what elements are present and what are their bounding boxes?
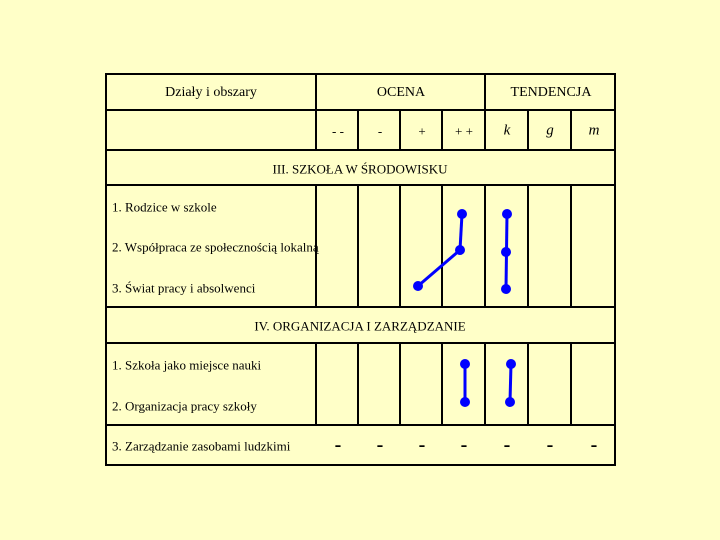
level-label-high: + <box>418 123 426 139</box>
grid-cell <box>443 186 486 308</box>
grid-cell <box>401 344 443 426</box>
header-ocena: OCENA <box>376 85 426 100</box>
grid-cell <box>359 186 401 308</box>
row-label: 2. Współpraca ze społecznością lokalną <box>112 239 319 255</box>
row-label: 1. Szkoła jako miejsce nauki <box>112 357 262 373</box>
grid-cell <box>486 186 529 308</box>
trend-down-icon: m <box>588 122 600 139</box>
grid-cell <box>315 344 359 426</box>
section-title: III. SZKOŁA W ŚRODOWISKU <box>272 161 448 177</box>
row-label: 1. Rodzice w szkole <box>112 199 217 215</box>
grid-cell <box>486 344 529 426</box>
row-mark: - <box>376 434 384 456</box>
level-label-very-low: - - <box>332 123 344 139</box>
grid-cell <box>359 344 401 426</box>
grid-cell <box>529 186 572 308</box>
row-mark: - <box>460 434 468 456</box>
row-label: 3. Świat pracy i absolwenci <box>112 280 256 296</box>
grid-cell <box>572 186 616 308</box>
grid-cell <box>401 186 443 308</box>
header-sub-empty-cell <box>105 111 317 151</box>
trend-flat-icon: g <box>546 122 554 139</box>
level-label-very-high: + + <box>455 123 473 139</box>
row-mark: - <box>503 434 511 456</box>
section-title: IV. ORGANIZACJA I ZARZĄDZANIE <box>254 318 466 334</box>
grid-cell <box>572 344 616 426</box>
header-tendencja: TENDENCJA <box>510 85 592 100</box>
header-col1: Działy i obszary <box>165 85 257 100</box>
grid-cell <box>315 186 359 308</box>
row-label: 2. Organizacja pracy szkoły <box>112 398 257 414</box>
row-mark: - <box>418 434 426 456</box>
trend-up-icon: k <box>503 122 511 139</box>
grid-cell <box>529 344 572 426</box>
row-mark: - <box>334 434 342 456</box>
row-mark: - <box>546 434 554 456</box>
grid-cell <box>443 344 486 426</box>
row-label: 3. Zarządzanie zasobami ludzkimi <box>112 438 291 454</box>
row-mark: - <box>590 434 598 456</box>
level-label-low: - <box>377 123 383 139</box>
